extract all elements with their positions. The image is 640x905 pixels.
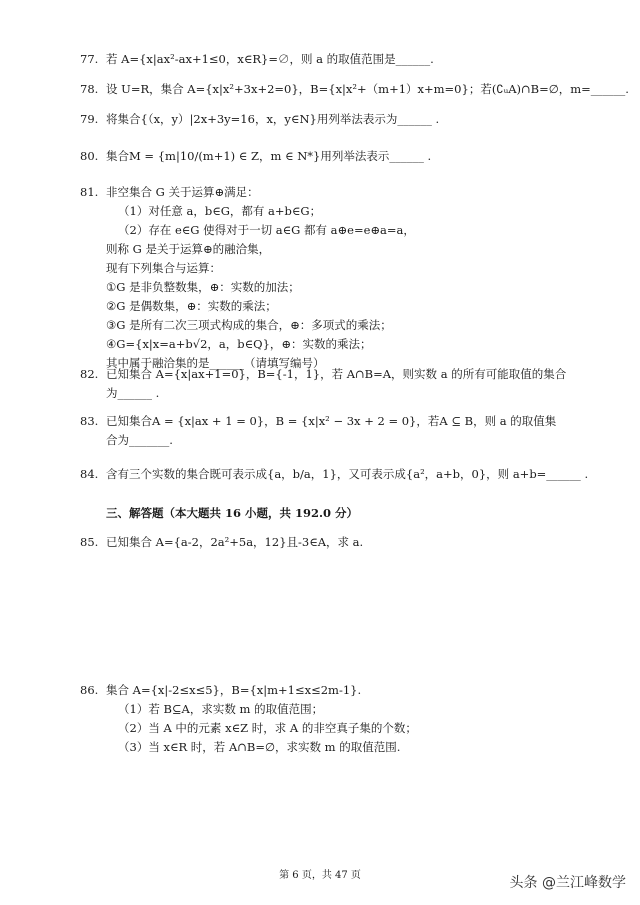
question-number: 77. bbox=[80, 52, 99, 66]
question-text: 已知集合 A={a-2，2a²+5a，12}且-3∈A，求 a. bbox=[106, 535, 364, 549]
question-83 bbox=[80, 412, 560, 450]
question-text: 若 A={x|ax²-ax+1≤0，x∈R}=∅，则 a 的取值范围是______. bbox=[106, 52, 434, 66]
question-line: ①G 是非负整数集，⊕：实数的加法； bbox=[106, 280, 300, 294]
question-78 bbox=[80, 80, 629, 99]
question-text: 集合M = {m|10/(m+1) ∈ Z，m ∈ N*}用列举法表示______ . bbox=[106, 149, 432, 163]
question-number: 85. bbox=[80, 535, 99, 549]
question-number: 84. bbox=[80, 467, 99, 481]
watermark: 头条 @兰江峰数学 bbox=[509, 875, 626, 891]
question-line: （3）当 x∈R 时，若 A∩B=∅，求实数 m 的取值范围. bbox=[118, 740, 401, 754]
question-86 bbox=[80, 681, 560, 757]
question-line: ③G 是所有二次三项式构成的集合，⊕：多项式的乘法； bbox=[106, 318, 392, 332]
question-number: 78. bbox=[80, 82, 99, 96]
question-text: 将集合{（x，y）|2x+3y=16，x，y∈N}用列举法表示为______ . bbox=[106, 112, 440, 126]
question-line: 集合 A={x|-2≤x≤5}，B={x|m+1≤x≤2m-1}. bbox=[106, 683, 362, 697]
question-line: 为______ . bbox=[106, 386, 160, 400]
question-line: 已知集合A = {x|ax + 1 = 0}，B = {x|x² − 3x + 2 = 0}，若A ⊆ B，则 a 的取值集 bbox=[106, 414, 557, 428]
question-77 bbox=[80, 50, 560, 69]
question-number: 83. bbox=[80, 414, 99, 428]
question-85 bbox=[80, 533, 560, 552]
section-heading: 三、解答题（本大题共 16 小题，共 192.0 分） bbox=[106, 506, 359, 520]
question-line: 非空集合 G 关于运算⊕满足： bbox=[106, 185, 259, 199]
question-number: 81. bbox=[80, 185, 99, 199]
question-line: （2）存在 e∈G 使得对于一切 a∈G 都有 a⊕e=e⊕a=a， bbox=[118, 223, 415, 237]
question-79 bbox=[80, 110, 560, 129]
question-number: 80. bbox=[80, 149, 99, 163]
question-text: 含有三个实数的集合既可表示成{a，b/a，1}，又可表示成{a²，a+b，0}，则 a+b=______ . bbox=[106, 467, 589, 481]
question-text: 设 U=R，集合 A={x|x²+3x+2=0}，B={x|x²+（m+1）x+m=0}；若(∁ᵤA)∩B=∅，m=______. bbox=[106, 82, 629, 96]
question-line: 其中属于融洽集的是______（请填写编号） bbox=[106, 356, 325, 370]
question-line: 合为_______. bbox=[106, 433, 173, 447]
question-number: 79. bbox=[80, 112, 99, 126]
question-line: ②G 是偶数集，⊕：实数的乘法； bbox=[106, 299, 277, 313]
question-84 bbox=[80, 465, 589, 484]
page-footer: 第 6 页，共 47 页 bbox=[279, 870, 361, 881]
question-line: （2）当 A 中的元素 x∈Z 时，求 A 的非空真子集的个数； bbox=[118, 721, 417, 735]
question-line: 则称 G 是关于运算⊕的融洽集， bbox=[106, 242, 271, 256]
question-line: ④G={x|x=a+b√2，a，b∈Q}，⊕：实数的乘法； bbox=[106, 337, 372, 351]
question-line: 已知集合 A={x|ax+1=0}，B={-1，1}，若 A∩B=A，则实数 a 的所有可能取值的集合 bbox=[106, 367, 567, 381]
question-number: 86. bbox=[80, 683, 99, 697]
question-line: 现有下列集合与运算： bbox=[106, 261, 221, 275]
question-80 bbox=[80, 147, 560, 166]
question-number: 82. bbox=[80, 367, 99, 381]
question-line: （1）若 B⊆A，求实数 m 的取值范围； bbox=[118, 702, 324, 716]
question-81 bbox=[80, 183, 560, 373]
question-82 bbox=[80, 365, 567, 403]
question-line: （1）对任意 a，b∈G，都有 a+b∈G； bbox=[118, 204, 322, 218]
